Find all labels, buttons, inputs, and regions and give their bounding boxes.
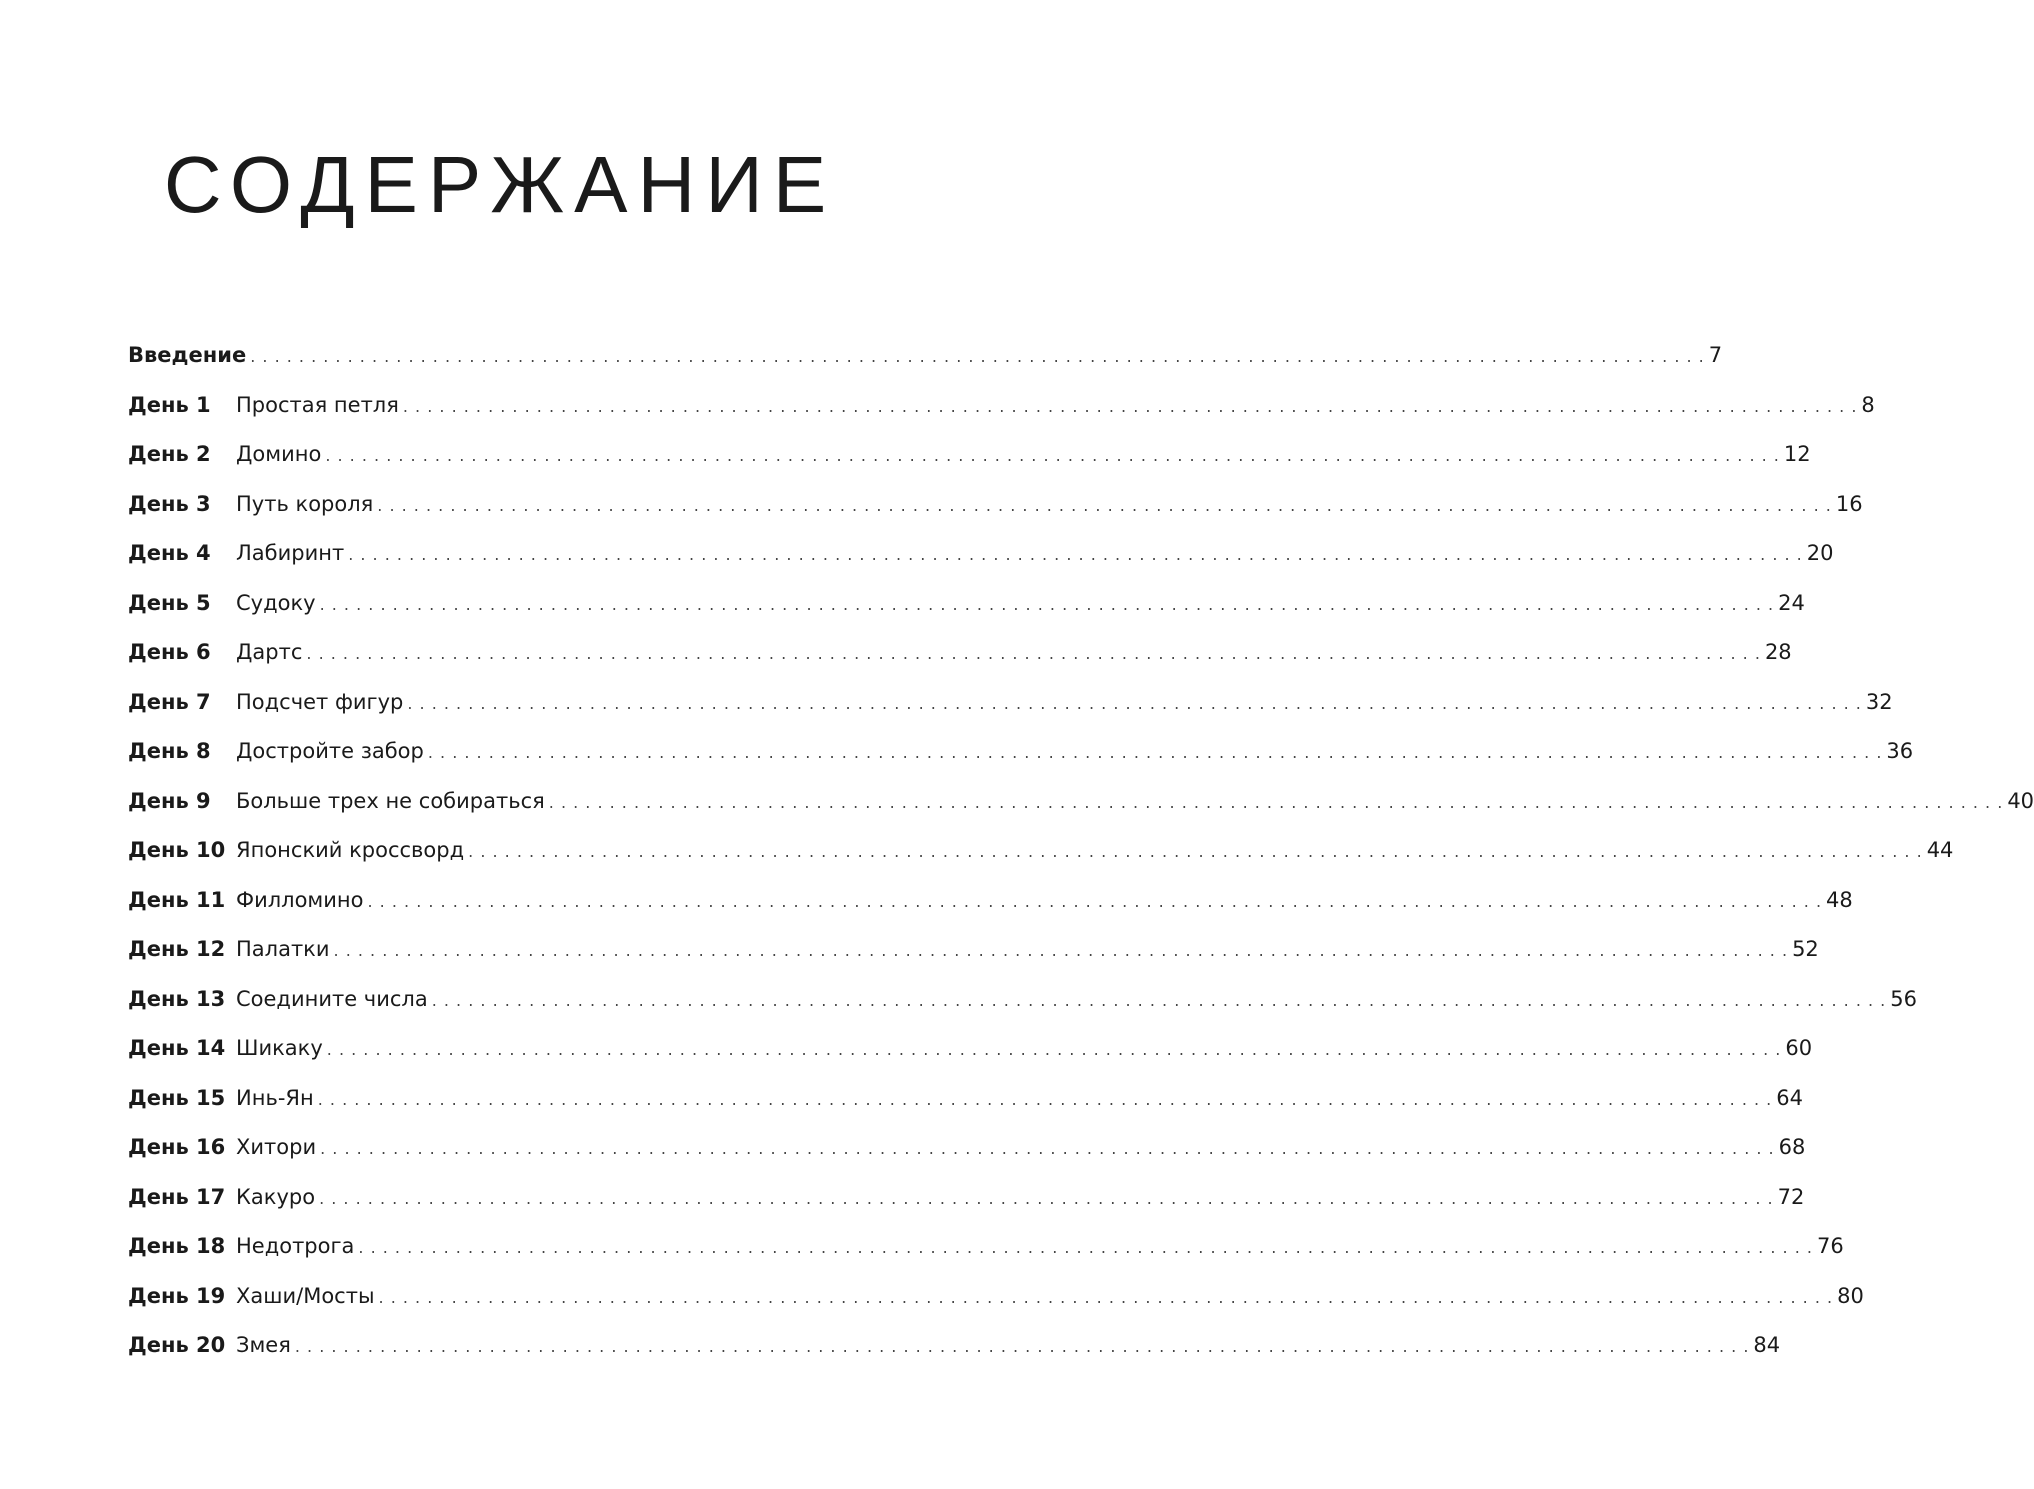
toc-leader-dots: . . . . . . . . . . . . . . . . . . . . . . . . . . . . . . . . . . . . . . . . . . . . . . . . . . . . . . . . . . . . . . . . . . . . . . . . . . . . . . . . . . . . . . . . . . . . . . . . . . . . . . . . . . . . . . . . . . . . . . . . xyxy=(377,495,1832,515)
toc-day-label: День 4 xyxy=(128,541,211,565)
toc-chapter-title: Недотрога xyxy=(236,1234,355,1258)
toc-row[interactable] xyxy=(128,1028,1813,1078)
toc-day-label: День 3 xyxy=(128,491,211,516)
table-of-contents xyxy=(128,335,2034,1375)
toc-leader-dots: . . . . . . . . . . . . . . . . . . . . . . . . . . . . . . . . . . . . . . . . . . . . . . . . . . . . . . . . . . . . . . . . . . . . . . . . . . . . . . . . . . . . . . . . . . . . . . . . . . . . . . . . . . . . . . . . . . . . . . . . xyxy=(378,1287,1834,1307)
toc-row[interactable] xyxy=(128,731,1914,781)
toc-row[interactable] xyxy=(128,385,1875,435)
toc-chapter-title: Инь-Ян xyxy=(236,1085,314,1110)
toc-page-number: 20 xyxy=(1806,541,1834,565)
toc-day-label: День 7 xyxy=(128,689,211,714)
toc-leader-dots: . . . . . . . . . . . . . . . . . . . . . . . . . . . . . . . . . . . . . . . . . . . . . . . . . . . . . . . . . . . . . . . . . . . . . . . . . . . . . . . . . . . . . . . . . . . . . . . . . . . . . . . . . . . . . . . . . . . . . . . . xyxy=(250,347,1705,366)
toc-day-label: День 9 xyxy=(128,788,211,813)
toc-page-number: 28 xyxy=(1764,640,1792,664)
toc-leader-dots: . . . . . . . . . . . . . . . . . . . . . . . . . . . . . . . . . . . . . . . . . . . . . . . . . . . . . . . . . . . . . . . . . . . . . . . . . . . . . . . . . . . . . . . . . . . . . . . . . . . . . . . . . . . . . . . . . . . . . . . . xyxy=(468,842,1923,861)
toc-row[interactable] xyxy=(128,781,2034,831)
toc-leader-dots: . . . . . . . . . . . . . . . . . . . . . . . . . . . . . . . . . . . . . . . . . . . . . . . . . . . . . . . . . . . . . . . . . . . . . . . . . . . . . . . . . . . . . . . . . . . . . . . . . . . . . . . . . . . . . . . . . . . . . . . . xyxy=(333,941,1789,960)
toc-page-number: 76 xyxy=(1816,1234,1844,1258)
toc-chapter-title: Простая петля xyxy=(236,392,399,417)
toc-chapter-title: Хаши/Мосты xyxy=(236,1283,375,1308)
toc-chapter-title: Японский кроссворд xyxy=(236,838,465,862)
toc-row[interactable] xyxy=(128,1177,1805,1227)
toc-day-label: День 20 xyxy=(128,1333,226,1357)
toc-row[interactable] xyxy=(128,434,1811,484)
toc-chapter-title: Больше трех не собираться xyxy=(236,788,545,813)
toc-chapter-title: Домино xyxy=(236,442,322,466)
toc-leader-dots: . . . . . . . . . . . . . . . . . . . . . . . . . . . . . . . . . . . . . . . . . . . . . . . . . . . . . . . . . . . . . . . . . . . . . . . . . . . . . . . . . . . . . . . . . . . . . . . . . . . . . . . . . . . . . . . . . . . . . . . . xyxy=(407,693,1862,713)
toc-day-label: День 8 xyxy=(128,739,211,763)
toc-leader-dots: . . . . . . . . . . . . . . . . . . . . . . . . . . . . . . . . . . . . . . . . . . . . . . . . . . . . . . . . . . . . . . . . . . . . . . . . . . . . . . . . . . . . . . . . . . . . . . . . . . . . . . . . . . . . . . . . . . . . . . . . xyxy=(348,545,1803,564)
toc-row[interactable] xyxy=(128,1127,1806,1177)
toc-page-number: 36 xyxy=(1886,739,1914,763)
toc-day-label: День 5 xyxy=(128,590,211,615)
toc-page-number: 56 xyxy=(1890,986,1917,1011)
toc-row[interactable] xyxy=(128,533,1834,583)
toc-day-label: День 2 xyxy=(128,442,211,466)
toc-leader-dots: . . . . . . . . . . . . . . . . . . . . . . . . . . . . . . . . . . . . . . . . . . . . . . . . . . . . . . . . . . . . . . . . . . . . . . . . . . . . . . . . . . . . . . . . . . . . . . . . . . . . . . . . . . . . . . . . . . . . . . . . xyxy=(427,743,1883,762)
toc-day-label: День 6 xyxy=(128,640,211,664)
toc-row[interactable] xyxy=(128,830,1954,880)
toc-day-label: День 15 xyxy=(128,1085,226,1110)
toc-page-number: 12 xyxy=(1783,442,1811,466)
toc-day-label: День 18 xyxy=(128,1234,226,1258)
toc-intro-label: Введение xyxy=(128,343,247,367)
toc-row[interactable] xyxy=(128,1325,1781,1375)
toc-chapter-title: Дартс xyxy=(236,640,303,664)
toc-day-label: День 1 xyxy=(128,392,211,417)
toc-chapter-title: Судоку xyxy=(236,590,316,615)
toc-chapter-title: Змея xyxy=(236,1333,291,1357)
toc-page-number: 32 xyxy=(1865,689,1893,714)
toc-leader-dots: . . . . . . . . . . . . . . . . . . . . . . . . . . . . . . . . . . . . . . . . . . . . . . . . . . . . . . . . . . . . . . . . . . . . . . . . . . . . . . . . . . . . . . . . . . . . . . . . . . . . . . . . . . . . . . . . . . . . . . . . xyxy=(320,1139,1775,1158)
toc-page-number: 8 xyxy=(1861,392,1875,417)
toc-day-label: День 17 xyxy=(128,1184,226,1209)
toc-page-number: 24 xyxy=(1778,590,1805,615)
toc-leader-dots: . . . . . . . . . . . . . . . . . . . . . . . . . . . . . . . . . . . . . . . . . . . . . . . . . . . . . . . . . . . . . . . . . . . . . . . . . . . . . . . . . . . . . . . . . . . . . . . . . . . . . . . . . . . . . . . . . . . . . . . . xyxy=(319,594,1775,614)
toc-leader-dots: . . . . . . . . . . . . . . . . . . . . . . . . . . . . . . . . . . . . . . . . . . . . . . . . . . . . . . . . . . . . . . . . . . . . . . . . . . . . . . . . . . . . . . . . . . . . . . . . . . . . . . . . . . . . . . . . . . . . . . . . xyxy=(402,396,1858,416)
toc-leader-dots: . . . . . . . . . . . . . . . . . . . . . . . . . . . . . . . . . . . . . . . . . . . . . . . . . . . . . . . . . . . . . . . . . . . . . . . . . . . . . . . . . . . . . . . . . . . . . . . . . . . . . . . . . . . . . . . . . . . . . . . . xyxy=(294,1337,1750,1356)
toc-leader-dots: . . . . . . . . . . . . . . . . . . . . . . . . . . . . . . . . . . . . . . . . . . . . . . . . . . . . . . . . . . . . . . . . . . . . . . . . . . . . . . . . . . . . . . . . . . . . . . . . . . . . . . . . . . . . . . . . . . . . . . . . xyxy=(431,990,1887,1010)
toc-row[interactable] xyxy=(128,929,1819,979)
toc-page-number: 52 xyxy=(1792,937,1819,961)
toc-day-label: День 19 xyxy=(128,1283,226,1308)
toc-chapter-title: Какуро xyxy=(236,1184,316,1209)
toc-day-label: День 16 xyxy=(128,1135,226,1159)
toc-leader-dots: . . . . . . . . . . . . . . . . . . . . . . . . . . . . . . . . . . . . . . . . . . . . . . . . . . . . . . . . . . . . . . . . . . . . . . . . . . . . . . . . . . . . . . . . . . . . . . . . . . . . . . . . . . . . . . . . . . . . . . . . xyxy=(358,1238,1813,1257)
toc-row[interactable] xyxy=(128,632,1792,682)
toc-page-number: 80 xyxy=(1837,1283,1864,1308)
toc-page-number: 44 xyxy=(1926,838,1954,862)
toc-page-number: 7 xyxy=(1708,343,1723,367)
toc-leader-dots: . . . . . . . . . . . . . . . . . . . . . . . . . . . . . . . . . . . . . . . . . . . . . . . . . . . . . . . . . . . . . . . . . . . . . . . . . . . . . . . . . . . . . . . . . . . . . . . . . . . . . . . . . . . . . . . . . . . . . . . . xyxy=(319,1188,1774,1208)
toc-chapter-title: Путь короля xyxy=(236,491,374,516)
toc-row[interactable] xyxy=(128,682,1893,732)
toc-row[interactable] xyxy=(128,583,1805,633)
toc-chapter-title: Палатки xyxy=(236,937,330,961)
toc-chapter-title: Лабиринт xyxy=(236,541,345,565)
toc-chapter-title: Хитори xyxy=(236,1135,317,1159)
toc-leader-dots: . . . . . . . . . . . . . . . . . . . . . . . . . . . . . . . . . . . . . . . . . . . . . . . . . . . . . . . . . . . . . . . . . . . . . . . . . . . . . . . . . . . . . . . . . . . . . . . . . . . . . . . . . . . . . . . . . . . . . . . . xyxy=(325,446,1780,465)
toc-page-number: 84 xyxy=(1753,1333,1781,1357)
toc-leader-dots: . . . . . . . . . . . . . . . . . . . . . . . . . . . . . . . . . . . . . . . . . . . . . . . . . . . . . . . . . . . . . . . . . . . . . . . . . . . . . . . . . . . . . . . . . . . . . . . . . . . . . . . . . . . . . . . . . . . . . . . . xyxy=(367,891,1823,911)
toc-page-number: 68 xyxy=(1778,1135,1806,1159)
toc-chapter-title: Шикаку xyxy=(236,1036,323,1060)
toc-chapter-title: Подсчет фигур xyxy=(236,689,404,714)
toc-leader-dots: . . . . . . . . . . . . . . . . . . . . . . . . . . . . . . . . . . . . . . . . . . . . . . . . . . . . . . . . . . . . . . . . . . . . . . . . . . . . . . . . . . . . . . . . . . . . . . . . . . . . . . . . . . . . . . . . . . . . . . . . xyxy=(548,792,2004,812)
toc-page-number: 16 xyxy=(1835,491,1863,516)
toc-day-label: День 13 xyxy=(128,986,226,1011)
toc-chapter-title: Соедините числа xyxy=(236,986,428,1011)
toc-leader-dots: . . . . . . . . . . . . . . . . . . . . . . . . . . . . . . . . . . . . . . . . . . . . . . . . . . . . . . . . . . . . . . . . . . . . . . . . . . . . . . . . . . . . . . . . . . . . . . . . . . . . . . . . . . . . . . . . . . . . . . . . xyxy=(317,1089,1773,1109)
toc-page-number: 48 xyxy=(1826,887,1853,912)
toc-row-intro[interactable] xyxy=(128,335,1723,385)
toc-leader-dots: . . . . . . . . . . . . . . . . . . . . . . . . . . . . . . . . . . . . . . . . . . . . . . . . . . . . . . . . . . . . . . . . . . . . . . . . . . . . . . . . . . . . . . . . . . . . . . . . . . . . . . . . . . . . . . . . . . . . . . . . xyxy=(306,644,1761,663)
toc-row[interactable] xyxy=(128,1276,1864,1326)
toc-day-label: День 14 xyxy=(128,1036,226,1060)
toc-page-number: 72 xyxy=(1777,1184,1805,1209)
toc-chapter-title: Филломино xyxy=(236,887,364,912)
toc-page-number: 40 xyxy=(2007,788,2034,813)
toc-leader-dots: . . . . . . . . . . . . . . . . . . . . . . . . . . . . . . . . . . . . . . . . . . . . . . . . . . . . . . . . . . . . . . . . . . . . . . . . . . . . . . . . . . . . . . . . . . . . . . . . . . . . . . . . . . . . . . . . . . . . . . . . xyxy=(326,1040,1782,1059)
toc-row[interactable] xyxy=(128,1226,1844,1276)
toc-row[interactable] xyxy=(128,484,1863,534)
page-title: СОДЕРЖАНИЕ xyxy=(163,139,837,229)
toc-chapter-title: Достройте забор xyxy=(236,739,424,763)
toc-row[interactable] xyxy=(128,979,1917,1029)
toc-row[interactable] xyxy=(128,880,1853,930)
toc-day-label: День 10 xyxy=(128,838,226,862)
toc-row[interactable] xyxy=(128,1078,1803,1128)
toc-day-label: День 11 xyxy=(128,887,226,912)
toc-day-label: День 12 xyxy=(128,937,226,961)
toc-page-number: 60 xyxy=(1785,1036,1813,1060)
toc-page-number: 64 xyxy=(1776,1085,1803,1110)
